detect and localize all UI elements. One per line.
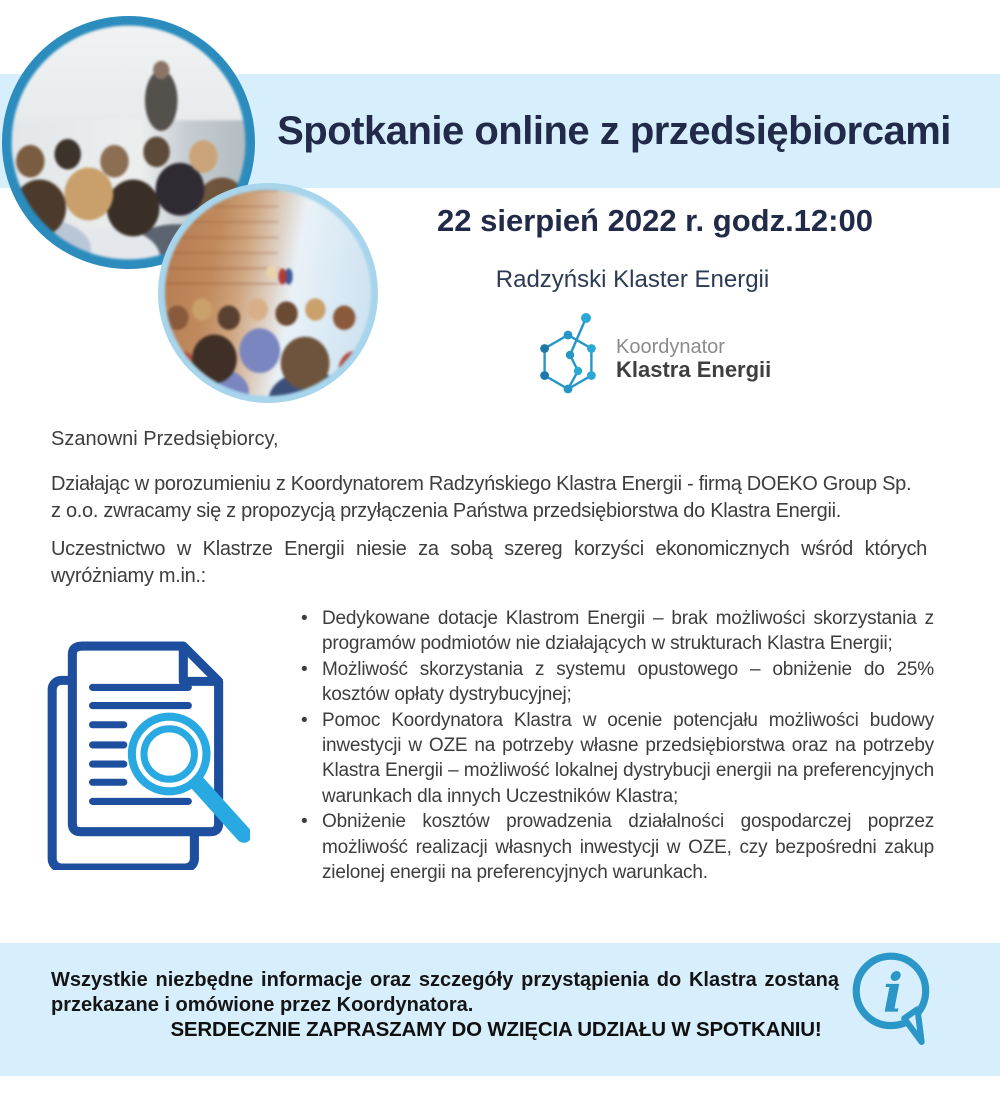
logo-line-koordynator: Koordynator [616,336,725,358]
svg-text:i: i [882,961,904,1025]
intro-paragraph: Działając w porozumieniu z Koordynatorem Radzyńskiego Klastra Energii - firmą DOEKO Group Sp. z o.o. zwracamy się z propozycją przyłączenia Państwa przedsiębiorstwa do Klastra Energii. [51,473,912,522]
event-date: 22 sierpień 2022 r. godz.12:00 [437,203,873,238]
logo-text [616,310,771,383]
footer-note: Wszystkie niezbędne informacje oraz szczegóły przystąpienia do Klastra zostaną przekazane i omówione przez Koordynatora. [51,969,839,1016]
salutation: Szanowni Przedsiębiorcy, [51,428,279,450]
organization-name: Radzyński Klaster Energii [495,266,770,293]
logo-line-klastra-energii: Klastra Energii [616,357,772,383]
document-magnifier-icon [45,638,250,875]
benefits-intro-paragraph: Uczestnictwo w Klastrze Energii niesie za sobą szereg korzyści ekonomicznych wśród których wyróżniamy m.in.: [51,538,927,587]
benefit-item: • Dedykowane dotacje Klastrom Energii – brak możliwości skorzystania z programów podmiotów nie działających w strukturach Klastra Energii; [322,606,934,657]
info-speech-bubble-icon [849,949,937,1050]
page-title: Spotkanie online z przedsiębiorcami [277,108,951,153]
conference-photo-bottom [158,183,378,403]
benefit-item: • Obniżenie kosztów prowadzenia działalności gospodarczej poprzez możliwość realizacji własnych inwestycji w OZE, czy bezpośredni zakup zielonej energii na preferencyjnych warunkach. [322,809,934,885]
hexagon-network-icon [538,310,606,402]
koordynator-logo [538,310,771,402]
benefit-item: • Pomoc Koordynatora Klastra w ocenie potencjału możliwości budowy inwestycji w OZE na potrzeby własne przedsiębiorstwa oraz na potrzeby Klastra Energii – możliwość lokalnej dystrybucji energii na preferencyjnych warunkach dla innych Uczestników Klastra; [322,708,934,810]
footer-cta: SERDECZNIE ZAPRASZAMY DO WZIĘCIA UDZIAŁU W SPOTKANIU! [170,1018,822,1041]
benefits-list [322,606,934,885]
benefit-item: • Możliwość skorzystania z systemu opustowego – obniżenie do 25% kosztów opłaty dystrybucyjnej; [322,657,934,708]
conference-hall-image [165,190,371,396]
